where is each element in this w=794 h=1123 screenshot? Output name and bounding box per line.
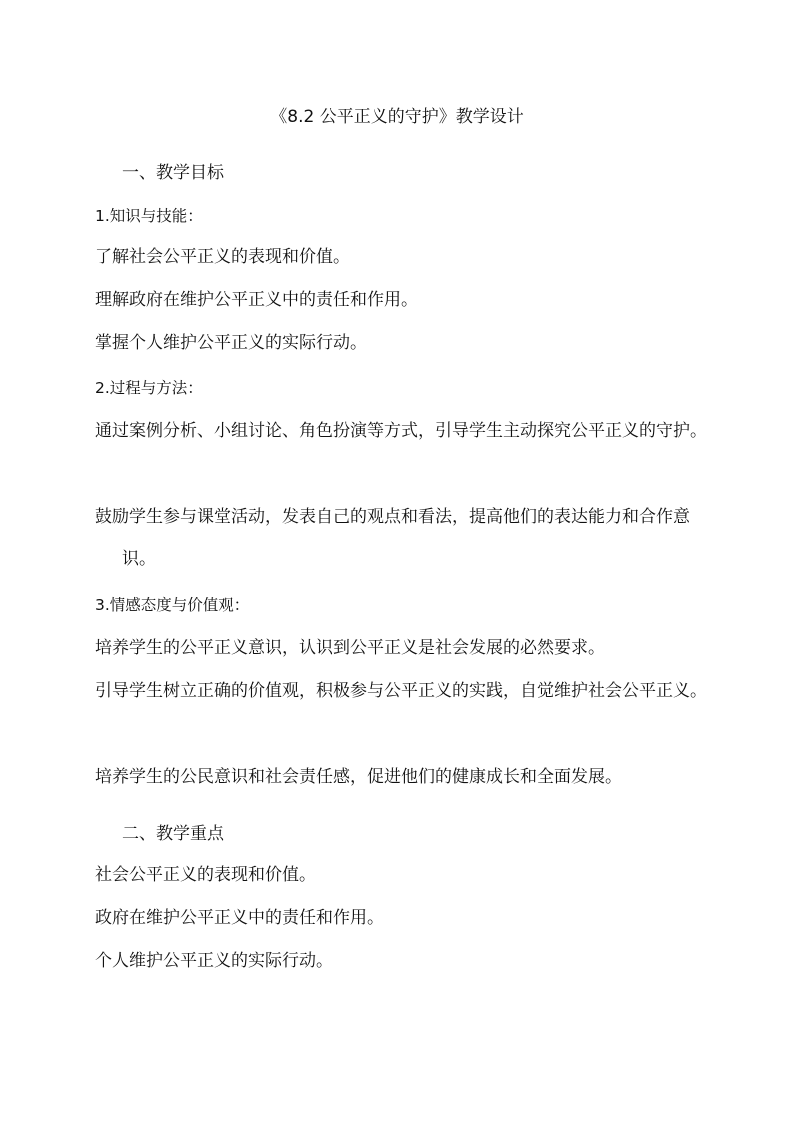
section-heading-key-points: 二、教学重点	[122, 824, 224, 844]
sub-heading-knowledge: 1.知识与技能：	[95, 207, 203, 225]
objective-process-item-1: 通过案例分析、小组讨论、角色扮演等方式，引导学生主动探究公平正义的守护。	[95, 421, 707, 441]
objective-emotion-item-2: 引导学生树立正确的价值观，积极参与公平正义的实践，自觉维护社会公平正义。	[95, 681, 707, 701]
objective-knowledge-item-3: 掌握个人维护公平正义的实际行动。	[95, 333, 367, 353]
sub-heading-process: 2.过程与方法：	[95, 379, 203, 397]
objective-knowledge-item-1: 了解社会公平正义的表现和价值。	[95, 247, 350, 267]
objective-knowledge-item-2: 理解政府在维护公平正义中的责任和作用。	[95, 290, 418, 310]
document-title: 《8.2 公平正义的守护》教学设计	[270, 107, 524, 127]
key-point-item-3: 个人维护公平正义的实际行动。	[95, 951, 333, 971]
objective-emotion-item-1: 培养学生的公平正义意识，认识到公平正义是社会发展的必然要求。	[95, 638, 605, 658]
objective-process-item-2: 鼓励学生参与课堂活动，发表自己的观点和看法，提高他们的表达能力和合作意识。	[95, 507, 690, 569]
sub-heading-emotion: 3.情感态度与价值观：	[95, 596, 250, 614]
key-point-item-2: 政府在维护公平正义中的责任和作用。	[95, 908, 384, 928]
objective-emotion-item-3: 培养学生的公民意识和社会责任感，促进他们的健康成长和全面发展。	[95, 767, 622, 787]
section-heading-objectives: 一、教学目标	[122, 163, 224, 183]
key-point-item-1: 社会公平正义的表现和价值。	[95, 865, 316, 885]
